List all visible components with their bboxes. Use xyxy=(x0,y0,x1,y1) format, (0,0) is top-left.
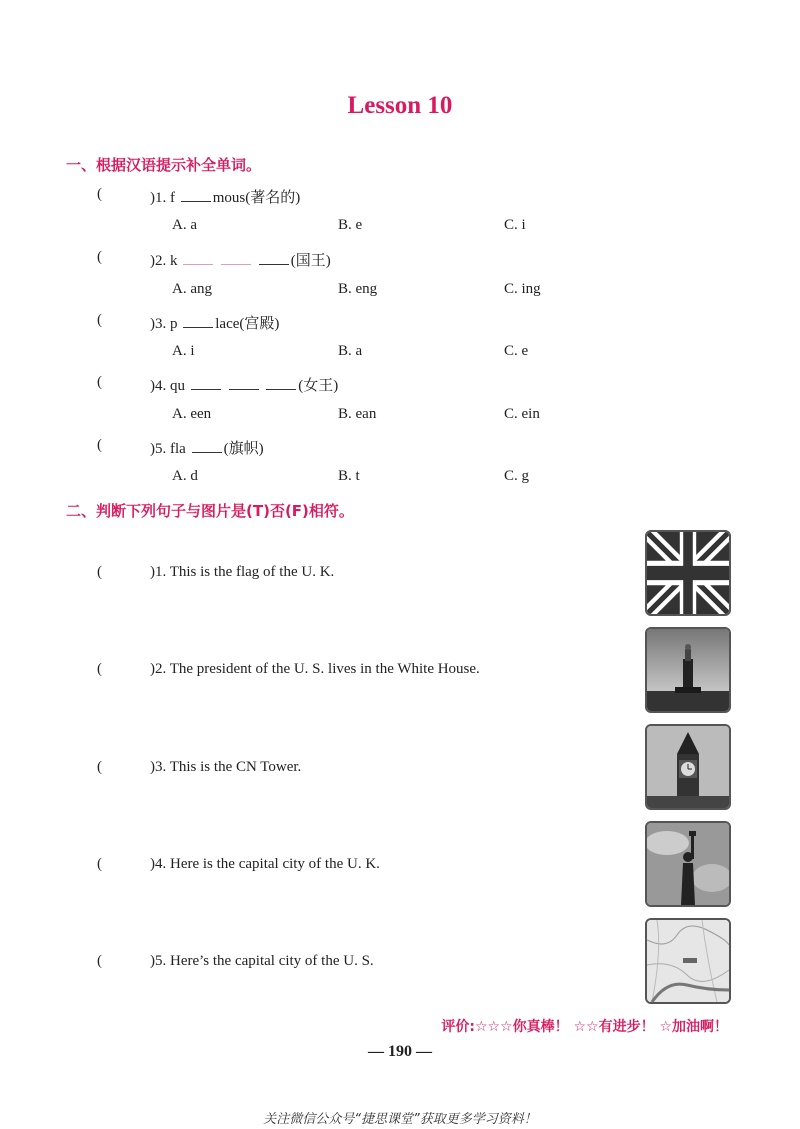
tf-question-text: )3. This is the CN Tower. xyxy=(150,759,302,775)
monument-photo xyxy=(645,627,731,713)
fill-blank[interactable] xyxy=(259,250,289,265)
fill-blank[interactable] xyxy=(229,375,259,390)
fill-blank[interactable] xyxy=(181,187,211,202)
question-row xyxy=(0,437,800,459)
question-hint: lace(宫殿) xyxy=(215,316,280,332)
option-row xyxy=(0,468,800,490)
question-number: )3. p xyxy=(150,316,178,332)
question-hint: (旗帜) xyxy=(223,441,264,457)
option-b[interactable]: B. ean xyxy=(338,406,377,422)
section2-heading: 二、判断下列句子与图片是(T)否(F)相符。 xyxy=(66,502,354,520)
footer-note: 关注微信公众号“捷思课堂”获取更多学习资料！ xyxy=(263,1112,537,1127)
option-a[interactable]: A. een xyxy=(172,406,212,422)
question-hint: (国王) xyxy=(290,253,331,269)
option-a[interactable]: A. ang xyxy=(172,281,212,297)
fill-blank[interactable] xyxy=(221,250,251,265)
question-row xyxy=(0,374,800,396)
question-row xyxy=(0,249,800,271)
fill-blank[interactable] xyxy=(192,438,222,453)
option-row xyxy=(0,406,800,428)
tf-question-text: )2. The president of the U. S. lives in the White House. xyxy=(150,661,480,677)
fill-blank[interactable] xyxy=(191,375,221,390)
option-c[interactable]: C. ing xyxy=(504,281,541,297)
page-number: — 190 — xyxy=(368,1043,432,1060)
answer-paren-open: ( xyxy=(97,661,102,677)
answer-paren-open: ( xyxy=(97,856,102,872)
uk-flag-image xyxy=(645,530,731,616)
option-c[interactable]: C. i xyxy=(504,217,526,233)
answer-paren-open: ( xyxy=(97,953,102,969)
question-number: )5. fla xyxy=(150,441,186,457)
option-b[interactable]: B. a xyxy=(338,343,363,359)
answer-paren-open: ( xyxy=(97,564,102,580)
option-a[interactable]: A. i xyxy=(172,343,195,359)
question-number: )4. qu xyxy=(150,378,185,394)
option-a[interactable]: A. d xyxy=(172,468,198,484)
statue-of-liberty-photo xyxy=(645,821,731,907)
question-hint: mous(著名的) xyxy=(212,190,301,206)
answer-paren-open: ( xyxy=(97,374,102,390)
answer-paren-open: ( xyxy=(97,759,102,775)
option-b[interactable]: B. e xyxy=(338,217,363,233)
question-hint: (女王) xyxy=(298,378,339,394)
option-c[interactable]: C. e xyxy=(504,343,529,359)
question-row xyxy=(0,186,800,208)
option-row xyxy=(0,217,800,239)
option-b[interactable]: B. t xyxy=(338,468,360,484)
option-c[interactable]: C. g xyxy=(504,468,530,484)
question-number: )2. k xyxy=(150,253,178,269)
answer-paren-open: ( xyxy=(97,249,102,265)
fill-blank[interactable] xyxy=(183,313,213,328)
option-row xyxy=(0,343,800,365)
question-number: )1. f xyxy=(150,190,175,206)
answer-paren-open: ( xyxy=(97,186,102,202)
section1-heading: 一、根据汉语提示补全单词。 xyxy=(66,156,262,174)
fill-blank[interactable] xyxy=(183,250,213,265)
answer-paren-open: ( xyxy=(97,312,102,328)
tf-question-text: )4. Here is the capital city of the U. K. xyxy=(150,856,380,872)
option-a[interactable]: A. a xyxy=(172,217,197,233)
option-row xyxy=(0,281,800,303)
question-row xyxy=(0,312,800,334)
big-ben-photo xyxy=(645,724,731,810)
tf-question-text: )1. This is the flag of the U. K. xyxy=(150,564,335,580)
tf-question-text: )5. Here’s the capital city of the U. S. xyxy=(150,953,374,969)
washington-map-image xyxy=(645,918,731,1004)
answer-paren-open: ( xyxy=(97,437,102,453)
option-b[interactable]: B. eng xyxy=(338,281,378,297)
fill-blank[interactable] xyxy=(266,375,296,390)
lesson-title: Lesson 10 xyxy=(347,92,453,119)
option-c[interactable]: C. ein xyxy=(504,406,540,422)
rating-line: 评价:☆☆☆你真棒！ ☆☆有进步！ ☆加油啊！ xyxy=(441,1019,728,1035)
